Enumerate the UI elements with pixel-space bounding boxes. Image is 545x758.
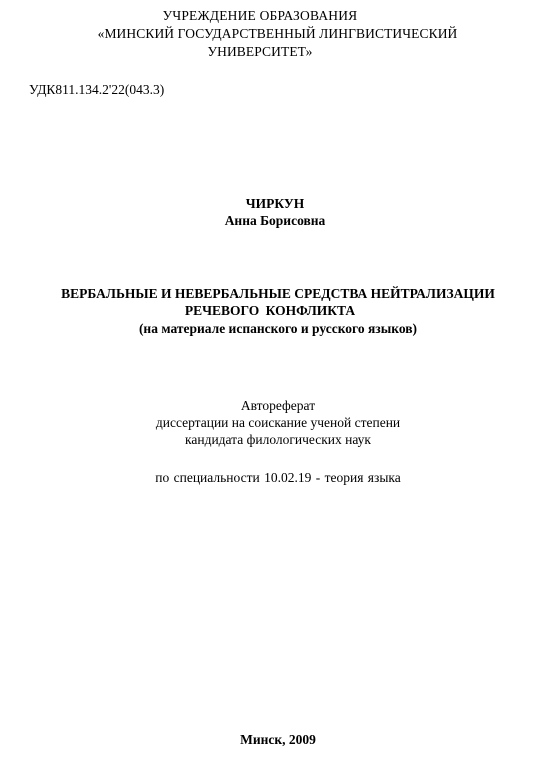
institution-line-2: «МИНСКИЙ ГОСУДАРСТВЕННЫЙ ЛИНГВИСТИЧЕСКИЙ <box>97 26 458 41</box>
udk-code: УДК811.134.2'22(043.3) <box>29 82 165 97</box>
institution-line-3: УНИВЕРСИТЕТ» <box>207 44 313 59</box>
institution-line-1: УЧРЕЖДЕНИЕ ОБРАЗОВАНИЯ <box>162 8 358 23</box>
specialty-line: по специальности 10.02.19 - теория языка <box>155 470 401 485</box>
dissertation-subtitle: (на материале испанского и русского языков) <box>138 321 418 336</box>
abstract-degree-line: диссертации на соискание ученой степени <box>155 415 401 430</box>
dissertation-title-line-2: РЕЧЕВОГО КОНФЛИКТА <box>184 303 356 318</box>
abstract-label: Автореферат <box>240 398 316 413</box>
author-surname: ЧИРКУН <box>245 196 305 211</box>
author-given-names: Анна Борисовна <box>224 213 326 228</box>
city-year: Минск, 2009 <box>240 732 316 747</box>
dissertation-title-line-1: ВЕРБАЛЬНЫЕ И НЕВЕРБАЛЬНЫЕ СРЕДСТВА НЕЙТРАЛИЗАЦИИ <box>61 286 495 301</box>
abstract-degree-name: кандидата филологических наук <box>185 432 371 447</box>
